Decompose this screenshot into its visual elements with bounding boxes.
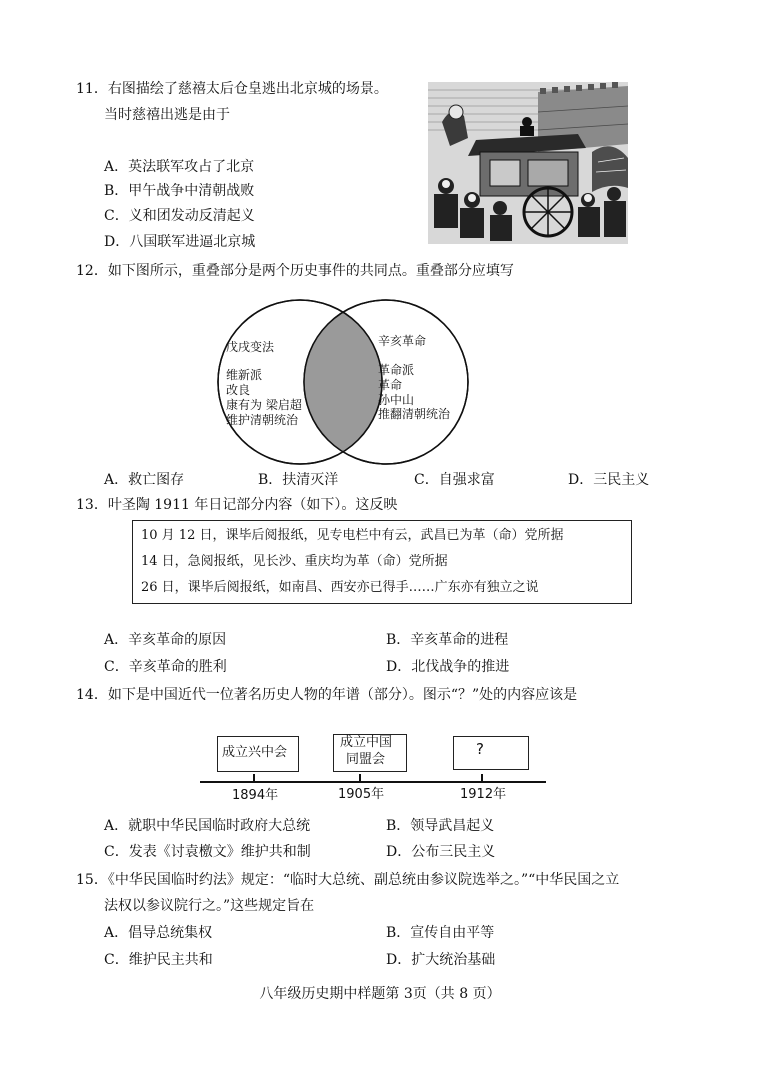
q12-option-c: C．自强求富: [414, 472, 495, 488]
venn-left-line-2: 改良: [226, 383, 251, 397]
q13-diary-line-2: 14 日，急阅报纸，见长沙、重庆均为革（命）党所据: [141, 554, 448, 569]
q12-option-b: B．扶清灭洋: [258, 472, 339, 488]
timeline-event-1912: [453, 736, 529, 770]
q12-stem: 12．如下图所示，重叠部分是两个历史事件的共同点。重叠部分应填写: [76, 263, 514, 279]
timeline-event-1894-label: 成立兴中会: [222, 745, 288, 760]
q15-option-c: C．维护民主共和: [104, 952, 213, 968]
venn-right-line-3: 孙中山: [378, 393, 415, 407]
q13-stem: 13．叶圣陶 1911 年日记部分内容（如下）。这反映: [76, 497, 398, 513]
q11-option-b: B．甲午战争中清朝战败: [104, 183, 255, 199]
timeline-event-1905-label-2: 同盟会: [346, 752, 386, 767]
q15-option-d: D．扩大统治基础: [386, 952, 496, 968]
venn-left-line-3: 康有为 梁启超: [226, 398, 302, 412]
q11-option-a: A．英法联军攻占了北京: [104, 159, 255, 175]
venn-left-line-1: 维新派: [226, 368, 263, 382]
venn-right-line-1: 革命派: [378, 363, 415, 377]
q13-diary-line-1: 10 月 12 日，课毕后阅报纸，见专电栏中有云，武昌已为革（命）党所据: [141, 528, 564, 543]
cixi-escape-illustration: [428, 82, 628, 244]
q11-stem: 11．右图描绘了慈禧太后仓皇逃出北京城的场景。: [76, 81, 388, 97]
timeline-question-mark: ?: [476, 740, 484, 758]
q11-option-c: C．义和团发动反清起义: [104, 208, 255, 224]
q13-diary-line-3: 26 日，课毕后阅报纸，如南昌、西安亦已得手……广东亦有独立之说: [141, 580, 539, 595]
venn-left-line-4: 维护清朝统治: [226, 413, 299, 427]
q13-option-a: A．辛亥革命的原因: [104, 632, 227, 648]
q14-option-b: B．领导武昌起义: [386, 818, 495, 834]
q11-stem-continued: 当时慈禧出逃是由于: [104, 107, 230, 123]
timeline-event-1905-label-1: 成立中国: [340, 735, 393, 750]
q13-option-c: C．辛亥革命的胜利: [104, 659, 227, 675]
q15-stem: 15．《中华民国临时约法》规定：“临时大总统、副总统由参议院选举之。”“中华民国之立: [76, 872, 620, 888]
q15-option-b: B．宣传自由平等: [386, 925, 495, 941]
q14-option-d: D．公布三民主义: [386, 844, 496, 860]
q11-option-d: D．八国联军进逼北京城: [104, 234, 256, 250]
q14-stem: 14．如下是中国近代一位著名历史人物的年谱（部分）。图示“？”处的内容应该是: [76, 687, 578, 703]
venn-right-line-2: 革命: [378, 378, 403, 392]
timeline-year-1912: 1912年: [460, 787, 507, 802]
q15-stem-continued: 法权以参议院行之。”这些规定旨在: [104, 898, 315, 914]
timeline-year-1905: 1905年: [338, 787, 385, 802]
q14-option-a: A．就职中华民国临时政府大总统: [104, 818, 311, 834]
timeline-year-1894: 1894年: [232, 788, 279, 803]
venn-right-title: 辛亥革命: [378, 334, 427, 348]
page-footer: 八年级历史期中样题第 3页（共 8 页）: [259, 986, 501, 1002]
q13-option-d: D．北伐战争的推进: [386, 659, 510, 675]
q14-option-c: C．发表《讨袁檄文》维护共和制: [104, 844, 311, 860]
venn-diagram: [214, 296, 478, 470]
q13-option-b: B．辛亥革命的进程: [386, 632, 509, 648]
q12-option-d: D．三民主义: [568, 472, 650, 488]
q12-option-a: A．救亡图存: [104, 472, 185, 488]
venn-left-title: 戊戌变法: [226, 340, 275, 354]
q15-option-a: A．倡导总统集权: [104, 925, 213, 941]
venn-right-line-4: 推翻清朝统治: [378, 407, 451, 421]
